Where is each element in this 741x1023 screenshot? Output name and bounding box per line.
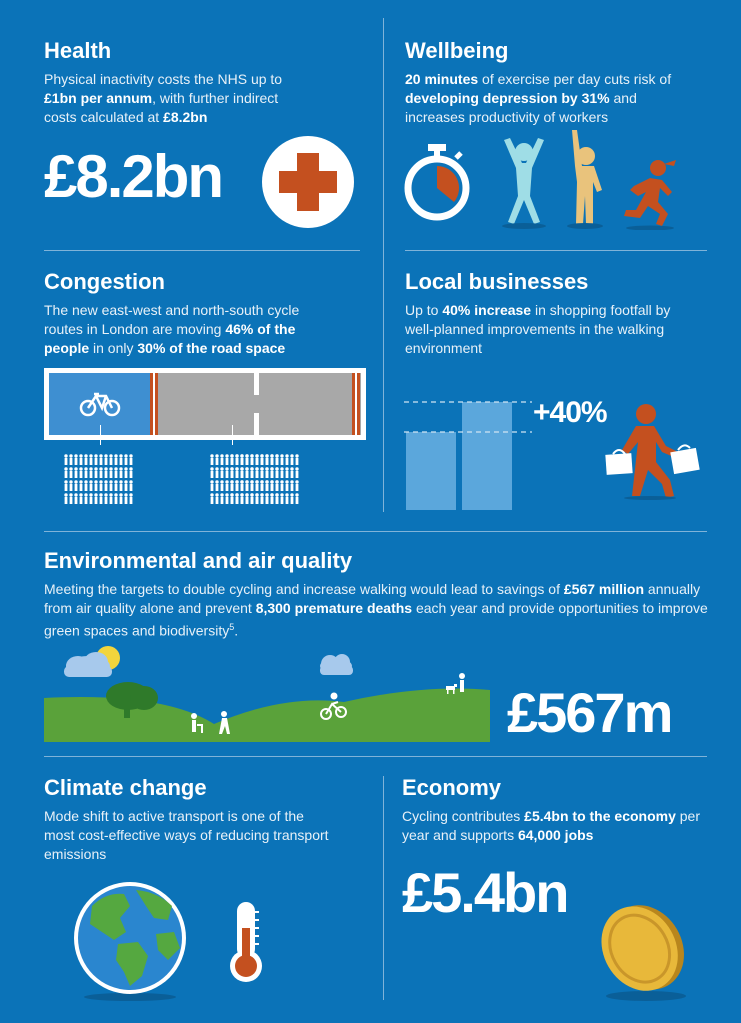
congestion-text: The new east-west and north-south cycle routes in London are moving 46% of the people in only 30% of the road space — [44, 302, 300, 356]
environment-figure: £567m — [507, 681, 672, 744]
health-section — [44, 38, 364, 127]
landscape-illustration — [44, 644, 494, 744]
footfall-bar-before — [406, 432, 456, 510]
medical-cross-icon — [262, 136, 354, 228]
economy-text: Cycling contributes £5.4bn to the economy per year and supports 64,000 jobs — [402, 808, 700, 843]
shopper-icon — [604, 400, 704, 500]
wellbeing-section — [405, 38, 705, 127]
wellbeing-title: Wellbeing — [405, 38, 509, 63]
local-businesses-section — [405, 269, 705, 358]
lane-pointer-right — [232, 425, 233, 445]
footfall-figure: +40% — [533, 396, 607, 429]
people-group-cycle-lane — [64, 454, 140, 510]
thermometer-icon — [226, 900, 266, 986]
cloud-icon — [64, 652, 112, 677]
divider-health — [44, 250, 360, 251]
globe-icon — [72, 880, 192, 1002]
climate-text: Mode shift to active transport is one of the most cost-effective ways of reducing transport emissions — [44, 808, 329, 862]
divider-wellbeing — [405, 250, 707, 251]
lane-pointer-left — [100, 425, 101, 445]
climate-section — [44, 775, 374, 864]
divider-mid — [44, 531, 707, 532]
top-vertical-divider — [383, 18, 384, 512]
economy-figure: £5.4bn — [402, 861, 568, 924]
stretching-person-2-icon — [566, 130, 610, 230]
health-text: Physical inactivity costs the NHS up to £1bn per annum, with further indirect costs calculated at £8.2bn — [44, 71, 283, 125]
running-person-icon — [620, 158, 682, 230]
environment-text: Meeting the targets to double cycling and increase walking would lead to savings of £567 million annually from air quality alone and prevent 8,300 premature deaths each year and provide opportunities to improve green spaces and biodiversity$^5$. — [44, 581, 708, 639]
environment-section — [44, 548, 714, 641]
footfall-bar-after — [462, 402, 512, 510]
health-title: Health — [44, 38, 112, 63]
health-figure: £8.2bn — [44, 143, 223, 210]
local-businesses-title: Local businesses — [405, 269, 589, 294]
cloud-icon — [320, 654, 353, 675]
stretching-person-icon — [496, 138, 552, 230]
bottom-vertical-divider — [383, 776, 384, 1000]
economy-section — [402, 775, 722, 845]
road-diagram — [44, 368, 366, 442]
climate-title: Climate change — [44, 775, 207, 800]
wellbeing-text: 20 minutes of exercise per day cuts risk of developing depression by 31% and increases productivity of workers — [405, 71, 672, 125]
environment-title: Environmental and air quality — [44, 548, 353, 573]
congestion-section — [44, 269, 364, 358]
footfall-bar-chart — [404, 396, 534, 510]
local-businesses-text: Up to 40% increase in shopping footfall by well-planned improvements in the walking environment — [405, 302, 671, 356]
people-group-road — [210, 454, 300, 510]
congestion-title: Congestion — [44, 269, 165, 294]
stopwatch-icon — [404, 142, 470, 222]
coin-icon — [586, 894, 696, 1004]
divider-env — [44, 756, 707, 757]
economy-title: Economy — [402, 775, 502, 800]
